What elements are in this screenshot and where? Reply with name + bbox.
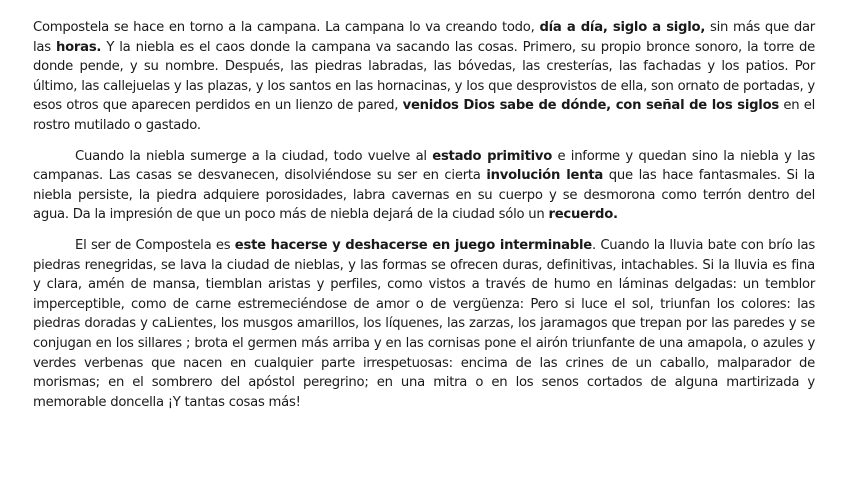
bold-phrase: venidos Dios sabe de dónde, con señal de los siglos [402, 98, 779, 114]
text-run: Cuando la niebla sumerge a la ciudad, todo vuelve al [75, 148, 433, 164]
text-run: que las hace fantasmales. Si la niebla persiste, la piedra adquiere porosidades, labra cavernas en su cuerpo y se desmorona como terrón dentro del agua. Da la impresión de que un poco más de niebla dejará de la ciudad sólo un [33, 168, 815, 223]
text-run: El ser de Compostela es [75, 237, 235, 253]
bold-phrase: involución lenta [486, 168, 604, 184]
text-run: . Cuando la lluvia bate con brío las piedras renegridas, se lava la ciudad de nieblas, y las formas se ofrecen duras, definitivas, intachables. Si la lluvia es fina y clara, amén de mansa, tiemblan aristas y perfiles, como vistos a través de humo en láminas delgadas: un temblor imperceptible, como de carne estremeciéndose de amor o de vergüenza: Pero si luce el sol, triunfan los colores: las piedras doradas y caLientes, los musgos amarillos, los líquenes, las zarzas, los jaramagos que trepan por las paredes y se conjugan en los sillares ; brota el germen más arriba y en las cornisas pone el airón triunfante de una amapola, o azules y verdes verbenas que nacen en cualquier parte irrespetuosas: encima de las crines de un caballo, malparador de morismas; en el sombrero del apóstol peregrino; en una mitra o en los senos cortados de alguna martirizada y memorable doncella ¡Y tantas cosas más! [33, 237, 815, 410]
text-run: Compostela se hace en torno a la campana. La campana lo va creando todo, [33, 20, 540, 35]
bold-phrase: este hacerse y deshacerse en juego interminable [234, 237, 592, 253]
document-page [33, 18, 815, 412]
paragraph-2 [33, 147, 815, 225]
bold-phrase: estado primitivo [432, 148, 553, 164]
text-run: en el rostro mutilado o gastado. [33, 98, 815, 133]
text-run: e informe y quedan sino la niebla y las campanas. Las casas se desvanecen, disolviéndose su ser en cierta [33, 148, 816, 184]
paragraph-3 [33, 236, 815, 412]
text-run: Y la niebla es el caos donde la campana va sacando las cosas. Primero, su propio bronce sonoro, la torre de donde pende, y su nombre. Después, las piedras labradas, las bóvedas, las cresterías, las fachadas y los patios. Por último, las callejuelas y las plazas, y los santos en las hornacinas, y los que desprovistos de ella, son ornato de portadas, y esos otros que aparecen perdidos en un lienzo de pared, [33, 39, 815, 114]
bold-phrase: horas. [55, 39, 102, 55]
bold-phrase: día a día, siglo a siglo, [539, 20, 706, 35]
text-run: sin más que dar las [33, 20, 815, 55]
bold-phrase: recuerdo. [548, 207, 618, 223]
paragraph-1 [33, 18, 815, 136]
